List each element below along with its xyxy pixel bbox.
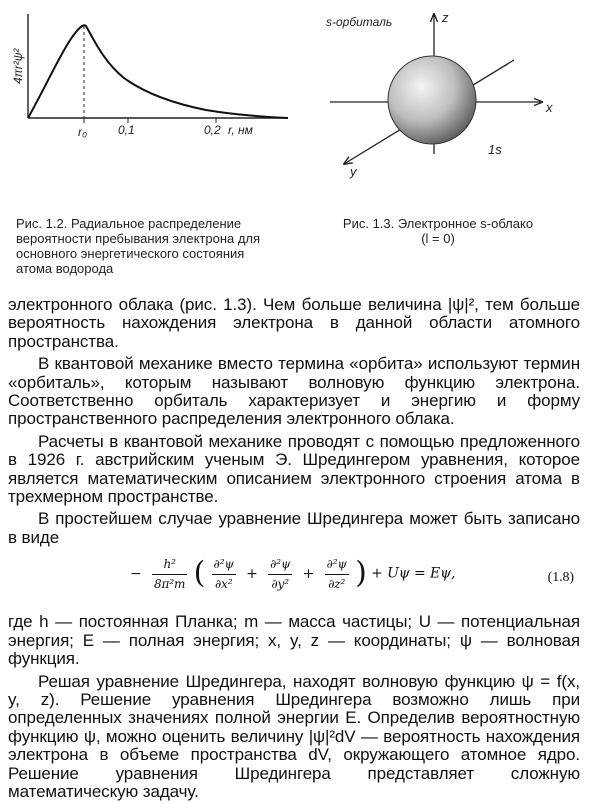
electron-cloud-sphere (388, 56, 476, 144)
s-orbital-figure (318, 4, 568, 184)
schrodinger-equation (8, 555, 580, 607)
eq-term-z (325, 555, 349, 593)
eq-plus-1: + (246, 565, 258, 582)
x-axis-label: x (546, 100, 553, 115)
eq-ty-den: ∂y² (271, 576, 289, 591)
eq-close-paren: ) (355, 555, 367, 591)
eq-term-x (212, 555, 236, 593)
paragraph-6: Решая уравнение Шредингера, находят волновую функцию ψ = f(x, y, z). Решение уравнения Шредингера возможно лишь при определенных значениях полной энергии E. Определив вероятностную функцию ψ, можно оценить величину |ψ|²dV — вероятность нахождения электрона в объеме пространства dV, окружающего атомное ядро. Решение уравнения Шредингера представляет сложную математическую задачу. (8, 671, 580, 801)
state-label: 1s (488, 142, 502, 157)
distribution-curve (28, 25, 288, 118)
eq-minus: − (130, 565, 142, 582)
radial-distribution-figure (6, 6, 296, 156)
tick-r0: r₀ (78, 125, 88, 139)
tick-0-2: 0,2 (204, 123, 221, 137)
paragraph-5: где h — постоянная Планка; m — масса частицы; U — потенциальная энергия; E — полная энергия; x, y, z — координаты; ψ — волновая функция. (8, 612, 580, 669)
paragraph-2: В квантовой механике вместо термина «орбита» используют термин «орбиталь», которым называют волновую функцию электрона. Соответственно орбиталь характеризует и энергию и форму пространственного распределения электронного облака. (8, 354, 580, 429)
orbital-label: s-орбиталь (326, 15, 393, 29)
y-axis-label: 4πr²ψ² (11, 48, 25, 84)
paragraph-4: В простейшем случае уравнение Шредингера может быть записано в виде (8, 509, 580, 547)
eq-tx-den: ∂x² (214, 576, 233, 591)
eq-rhs: + Uψ = Eψ, (371, 565, 456, 582)
y-axis-label: y (350, 164, 357, 179)
tick-0-1: 0,1 (118, 123, 135, 137)
paragraph-1: электронного облака (рис. 1.3). Чем больше величина |ψ|², тем больше вероятность нахождения электрона в данной области атомного пространства. (8, 295, 580, 351)
eq-plus-2: + (302, 565, 315, 582)
eq-tx-num: ∂²ψ (212, 555, 236, 574)
eq-term-y (268, 555, 292, 593)
z-axis-label: z (442, 10, 449, 25)
eq-coef-num: h² (152, 555, 187, 574)
eq-open-paren: ( (193, 555, 206, 591)
eq-ty-num: ∂²ψ (268, 555, 292, 574)
figure-1-3-caption-line2: (l = 0) (421, 231, 455, 246)
figure-1-3-caption-line1: Рис. 1.3. Электронное s-облако (342, 216, 534, 231)
body-text (8, 296, 580, 801)
eq-tz-den: ∂z² (328, 576, 346, 591)
eq-coefficient (152, 555, 187, 593)
eq-coef-den: 8π²m (154, 576, 186, 591)
x-axis-label: r, нм (228, 123, 253, 137)
figure-1-2-caption: Рис. 1.2. Радиальное распределение вероятности пребывания электрона для основного энергетического состояния атома водорода (16, 216, 261, 276)
paragraph-3: Расчеты в квантовой механике проводят с помощью предложенного в 1926 г. австрийским ученым Э. Шредингером уравнения, которое является математическим описанием электронного строения атома в трехмерном пространстве. (8, 431, 580, 507)
eq-tz-num: ∂²ψ (325, 555, 349, 574)
figure-1-3-caption (318, 216, 558, 246)
equation-number: (1.8) (547, 570, 574, 586)
